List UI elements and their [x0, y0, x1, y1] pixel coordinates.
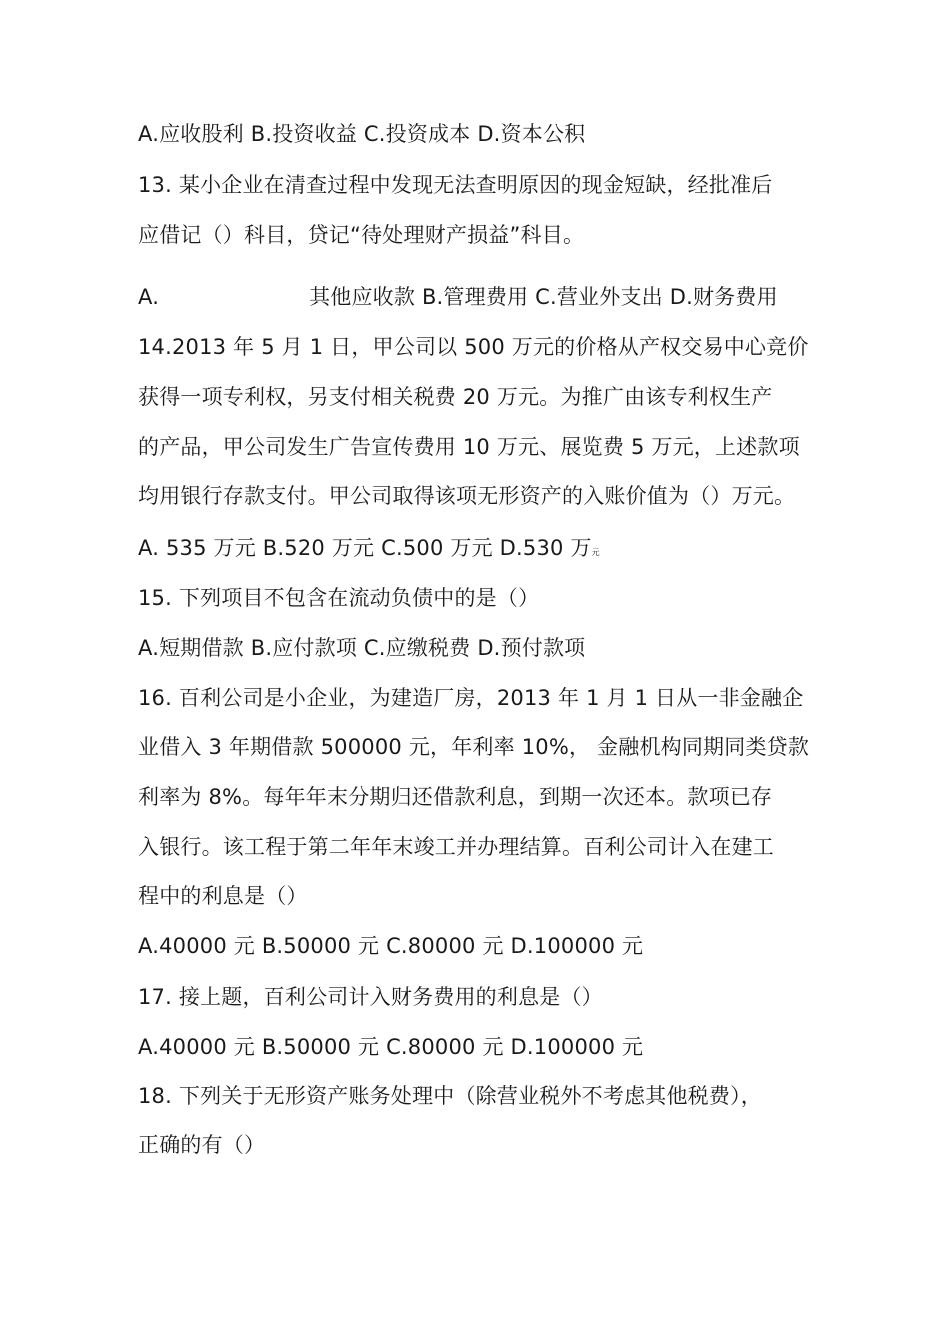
q16-stem-line-2: 业借入 3 年期借款 500000 元，年利率 10%， 金融机构同期同类贷款	[138, 735, 810, 759]
q14-stem-line-1: 14.2013 年 5 月 1 日，甲公司以 500 万元的价格从产权交易中心竞价	[138, 335, 809, 359]
q18-stem-line-2: 正确的有（）	[138, 1133, 266, 1157]
q15-options: A.短期借款 B.应付款项 C.应缴税费 D.预付款项	[138, 636, 586, 660]
q12-options: A.应收股利 B.投资收益 C.投资成本 D.资本公积	[138, 122, 586, 146]
q13-stem-line-2: 应借记（）科目，贷记“待处理财产损益”科目。	[138, 223, 585, 247]
q15-stem-line-1: 15. 下列项目不包含在流动负债中的是（）	[138, 586, 540, 610]
q16-stem-line-4: 入银行。该工程于第二年年末竣工并办理结算。百利公司计入在建工	[138, 835, 774, 859]
q14-stem-line-2: 获得一项专利权，另支付相关税费 20 万元。为推广由该专利权生产	[138, 385, 773, 409]
q13-option-letter: A.	[138, 285, 160, 309]
q18-stem-line-1: 18. 下列关于无形资产账务处理中（除营业税外不考虑其他税费），	[138, 1084, 762, 1108]
q16-stem-line-1: 16. 百利公司是小企业，为建造厂房，2013 年 1 月 1 日从一非金融企	[138, 686, 804, 710]
q16-stem-line-5: 程中的利息是（）	[138, 884, 308, 908]
q14-option-list: A. 535 万元 B.520 万元 C.500 万元 D.530 万	[138, 536, 592, 560]
q13-stem-line-1: 13. 某小企业在清查过程中发现无法查明原因的现金短缺，经批准后	[138, 173, 773, 197]
q14-stem-line-3: 的产品，甲公司发生广告宣传费用 10 万元、展览费 5 万元，上述款项	[138, 435, 800, 459]
q16-stem-line-3: 利率为 8%。每年年末分期归还借款利息，到期一次还本。款项已存	[138, 785, 773, 809]
q17-options: A.40000 元 B.50000 元 C.80000 元 D.100000 元	[138, 1035, 644, 1059]
q14-options-tail: 元	[591, 548, 600, 557]
q14-options	[138, 534, 600, 567]
q13-options	[138, 283, 778, 311]
q14-stem-line-4: 均用银行存款支付。甲公司取得该项无形资产的入账价值为（）万元。	[138, 484, 796, 508]
q16-options: A.40000 元 B.50000 元 C.80000 元 D.100000 元	[138, 934, 644, 958]
q13-option-list: 其他应收款 B.管理费用 C.营业外支出 D.财务费用	[309, 285, 778, 309]
q17-stem-line-1: 17. 接上题，百利公司计入财务费用的利息是（）	[138, 985, 603, 1009]
